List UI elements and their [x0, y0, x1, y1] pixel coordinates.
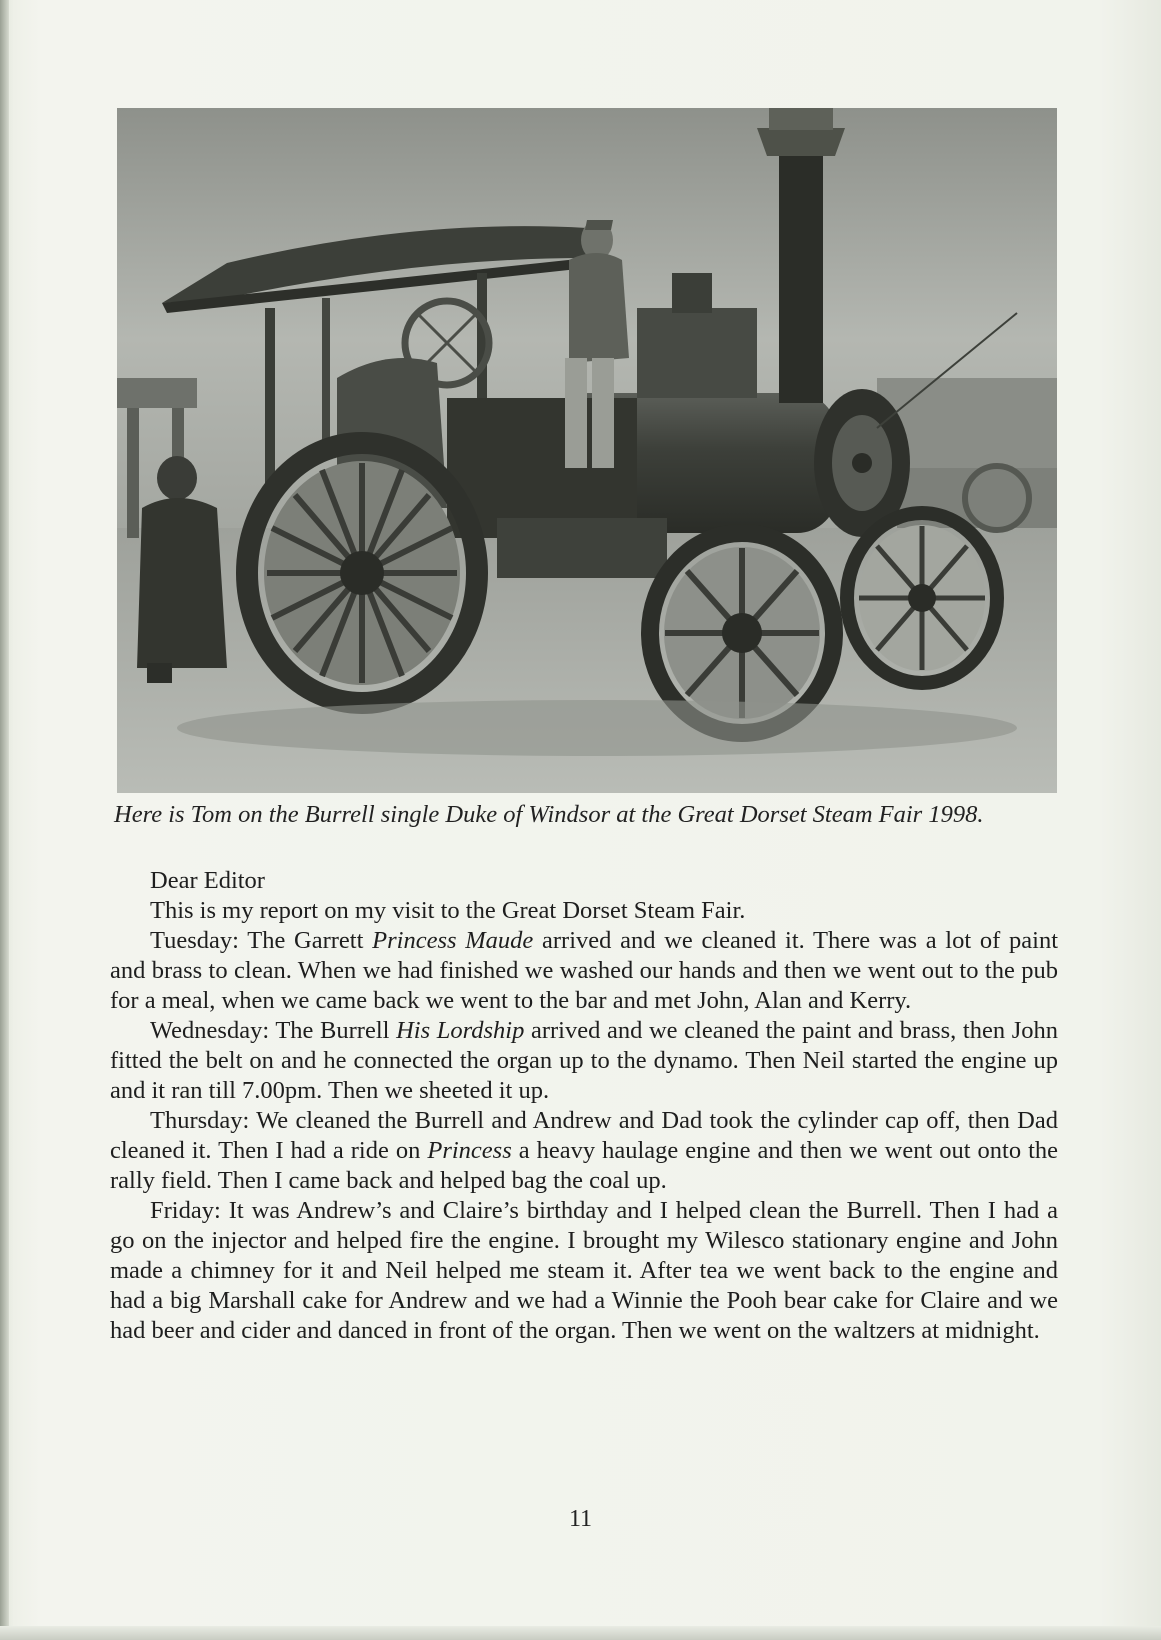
- tuesday-rest: arrived and we cleaned it. There was a lot of paint and brass to clean. When we had finished we washed our hands and then we went out to the pub for a meal, when we came back we went to the bar and met John, Alan and Kerry.: [110, 927, 1058, 1014]
- traction-engine-illustration: [117, 108, 1057, 793]
- page-number: 11: [568, 1506, 593, 1532]
- tuesday-lead: Tuesday: The Garrett: [150, 927, 373, 954]
- page-bottom-edge: [0, 1626, 1161, 1640]
- wednesday-rest: arrived and we cleaned the paint and brass, then John fitted the belt on and he connected the organ up to the dynamo. Then Neil started the engine up and it ran till 7.00pm. Then we sheeted it up.: [110, 1017, 1058, 1104]
- friday-paragraph: Friday: It was Andrew’s and Claire’s birthday and I helped clean the Burrell. Then I had a go on the injector and helped fire the engine. I brought my Wilesco stationary engine and John made a chimney for it and Neil helped me steam it. After tea we went back to the engine and had a big Marshall cake for Andrew and we had a Winnie the Pooh bear cake for Claire and we had beer and cider and danced in front of the organ. Then we went on the waltzers at midnight.: [110, 1197, 1058, 1344]
- intro-paragraph: This is my report on my visit to the Great Dorset Steam Fair.: [150, 897, 746, 924]
- thursday-engine-name: Princess: [427, 1137, 512, 1164]
- wednesday-paragraph: [110, 1016, 1058, 1106]
- thursday-lead: Thursday: We cleaned the Burrell and Andrew and Dad took the cylinder cap off, then Dad cleaned it. Then I had a ride on: [110, 1107, 1058, 1164]
- salutation: Dear Editor: [150, 867, 265, 894]
- front-wheel-far: [847, 513, 997, 683]
- tuesday-engine-name: Princess Maude: [372, 927, 534, 954]
- wednesday-lead: Wednesday: The Burrell: [150, 1017, 397, 1044]
- thursday-paragraph: [110, 1106, 1058, 1196]
- letter-body: [110, 866, 1058, 1346]
- binding-edge: [0, 0, 9, 1640]
- traction-engine-photo: [117, 108, 1057, 793]
- rear-wheel: [247, 443, 477, 703]
- thursday-rest: a heavy haulage engine and then we went out onto the rally field. Then I came back and helped bag the coal up.: [110, 1137, 1059, 1194]
- wednesday-engine-name: His Lordship: [396, 1017, 525, 1044]
- photo-caption: Here is Tom on the Burrell single Duke of Windsor at the Great Dorset Steam Fair 1998.: [114, 801, 984, 828]
- tuesday-paragraph: [110, 926, 1058, 1016]
